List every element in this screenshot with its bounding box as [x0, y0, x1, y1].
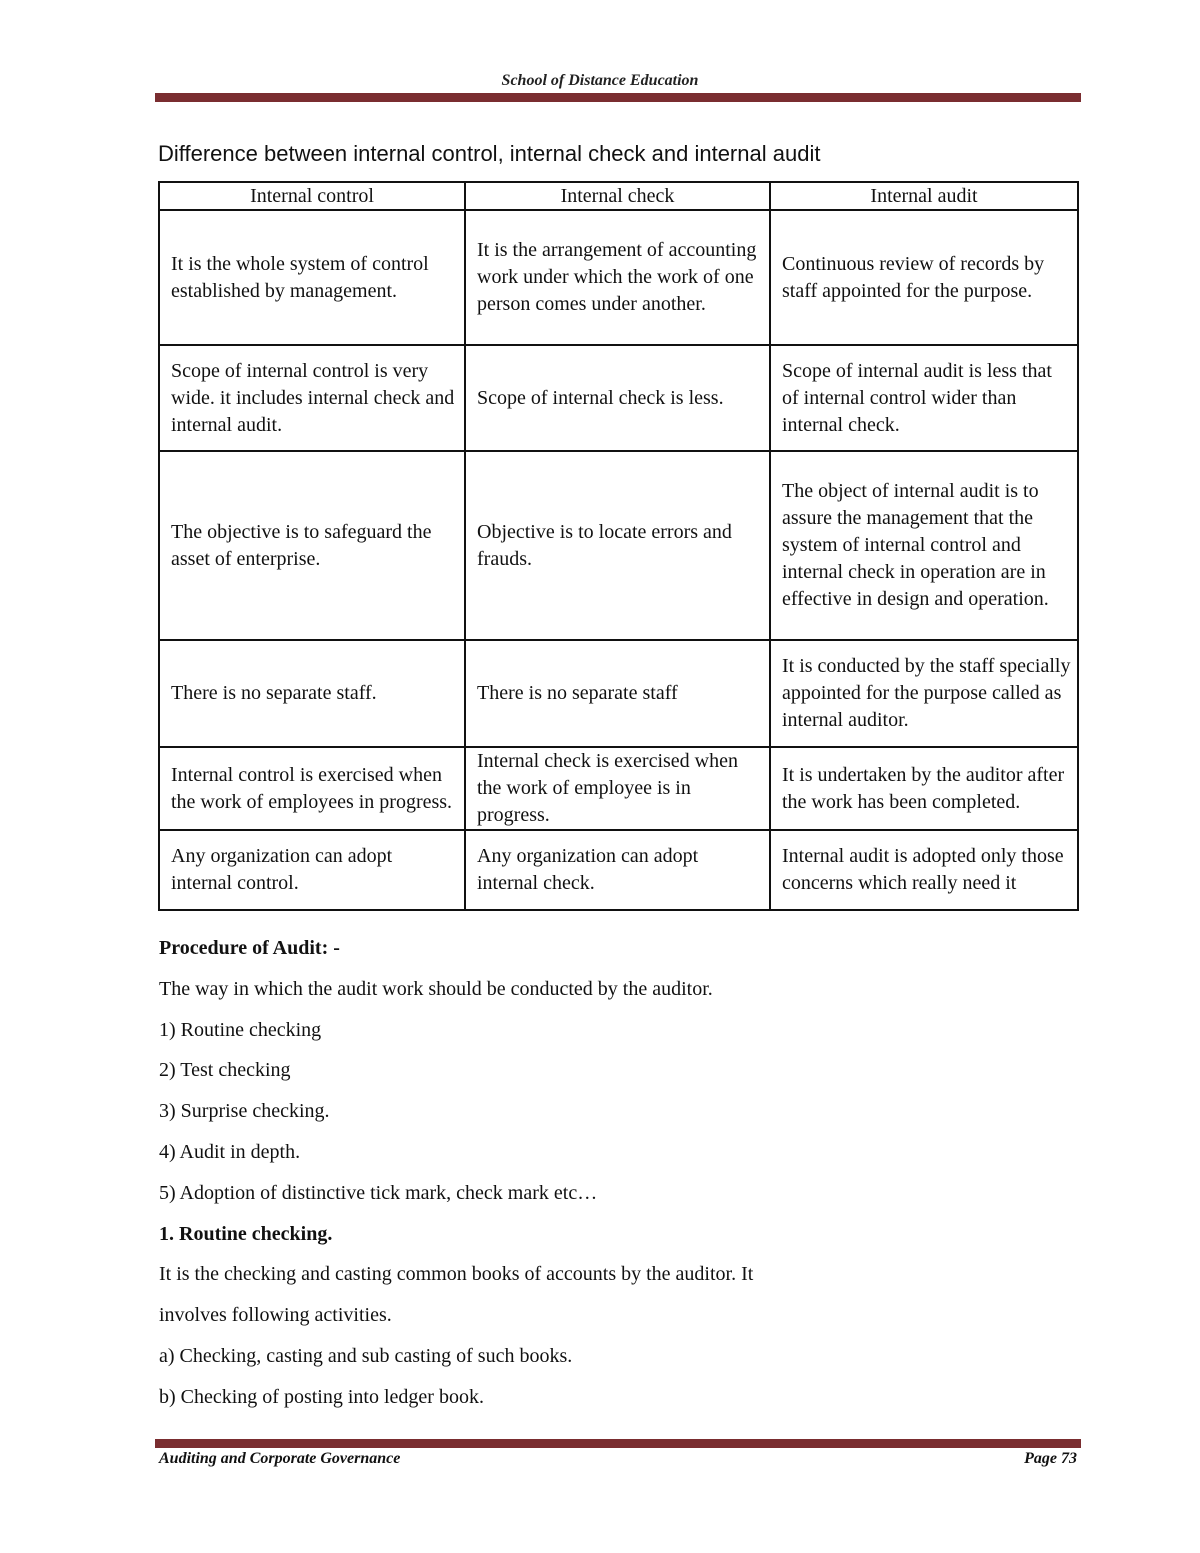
- table-cell: Any organization can adopt internal check.: [465, 830, 770, 910]
- table-cell: Internal audit is adopted only those concerns which really need it: [770, 830, 1078, 910]
- table-cell: It is the arrangement of accounting work under which the work of one person comes under another.: [465, 210, 770, 345]
- footer-course-title: Auditing and Corporate Governance: [159, 1450, 401, 1467]
- page-number: Page 73: [1024, 1450, 1077, 1467]
- header-rule: [155, 93, 1081, 102]
- table-cell: Internal check is exercised when the work of employee is in progress.: [465, 747, 770, 830]
- body-content: [159, 932, 1079, 1422]
- table-cell: Scope of internal check is less.: [465, 345, 770, 451]
- page-header-title: School of Distance Education: [501, 72, 699, 89]
- table-row: [159, 830, 1078, 910]
- footer-rule: [155, 1439, 1081, 1448]
- table-cell: Objective is to locate errors and frauds.: [465, 451, 770, 640]
- table-cell: It is conducted by the staff specially appointed for the purpose called as internal auditor.: [770, 640, 1078, 747]
- header-internal-audit: Internal audit: [770, 182, 1078, 210]
- routine-item: a) Checking, casting and sub casting of such books.: [159, 1344, 573, 1367]
- header-internal-control: Internal control: [159, 182, 465, 210]
- procedure-item: 3) Surprise checking.: [159, 1100, 330, 1123]
- procedure-item: 1) Routine checking: [159, 1018, 322, 1041]
- comparison-table: [158, 181, 1079, 911]
- table-cell: Scope of internal audit is less that of internal control wider than internal check.: [770, 345, 1078, 451]
- procedure-intro: The way in which the audit work should be conducted by the auditor.: [159, 977, 713, 1000]
- table-header-row: [159, 182, 1078, 210]
- table-cell: There is no separate staff.: [159, 640, 465, 747]
- procedure-item: 2) Test checking: [159, 1059, 291, 1082]
- table-cell: Internal control is exercised when the work of employees in progress.: [159, 747, 465, 830]
- table-cell: There is no separate staff: [465, 640, 770, 747]
- table-cell: It is the whole system of control established by management.: [159, 210, 465, 345]
- table-row: [159, 210, 1078, 345]
- table-cell: The objective is to safeguard the asset of enterprise.: [159, 451, 465, 640]
- table-row: [159, 747, 1078, 830]
- table-cell: It is undertaken by the auditor after the work has been completed.: [770, 747, 1078, 830]
- procedure-item: 4) Audit in depth.: [159, 1140, 301, 1163]
- table-cell: Scope of internal control is very wide. it includes internal check and internal audit.: [159, 345, 465, 451]
- section-heading: Difference between internal control, internal check and internal audit: [158, 141, 821, 166]
- procedure-item: 5) Adoption of distinctive tick mark, check mark etc…: [159, 1181, 598, 1204]
- paragraph-line: involves following activities.: [159, 1304, 392, 1327]
- routine-item: b) Checking of posting into ledger book.: [159, 1385, 484, 1408]
- table-row: [159, 451, 1078, 640]
- paragraph-line: It is the checking and casting common books of accounts by the auditor. It: [159, 1263, 754, 1286]
- header-internal-check: Internal check: [465, 182, 770, 210]
- table-row: [159, 345, 1078, 451]
- table-cell: Continuous review of records by staff appointed for the purpose.: [770, 210, 1078, 345]
- table-row: [159, 640, 1078, 747]
- table-cell: The object of internal audit is to assure the management that the system of internal control and internal check in operation are in effective in design and operation.: [770, 451, 1078, 640]
- routine-checking-heading: 1. Routine checking.: [159, 1222, 333, 1245]
- table-cell: Any organization can adopt internal control.: [159, 830, 465, 910]
- procedure-heading: Procedure of Audit: -: [159, 937, 340, 959]
